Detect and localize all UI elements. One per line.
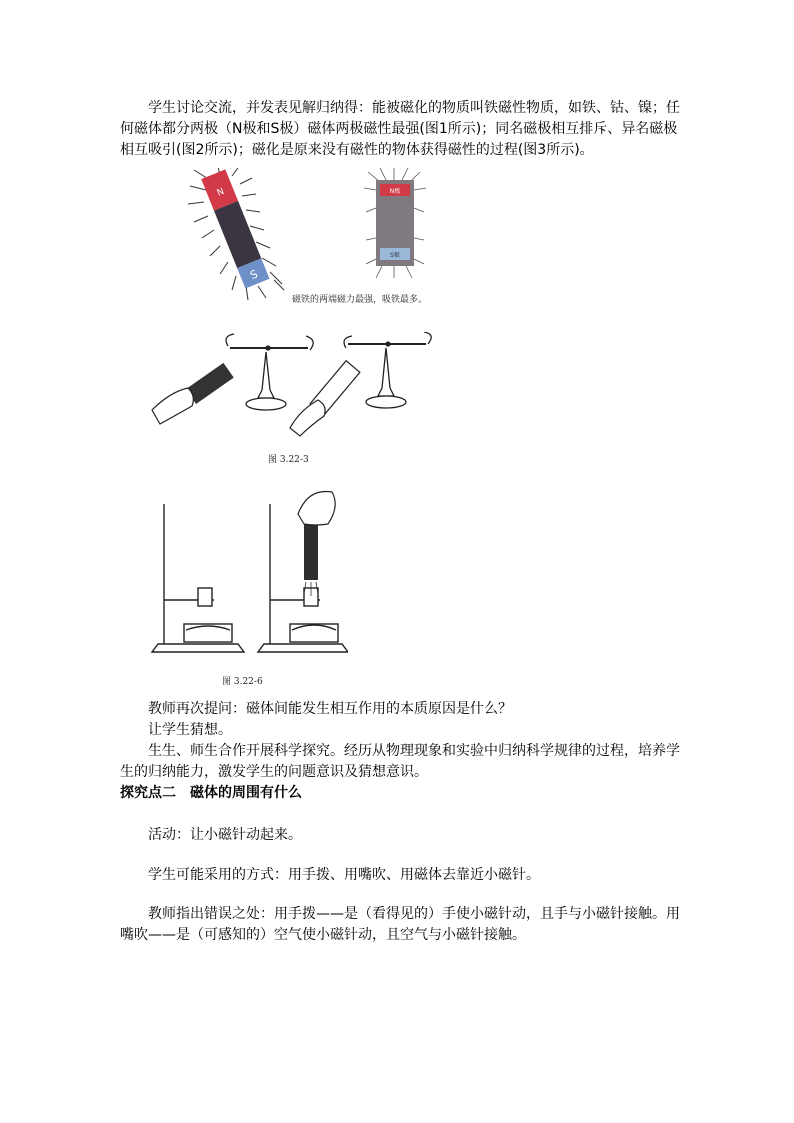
teacher-correction: 教师指出错误之处：用手拨——是（看得见的）手使小磁针动，且手与小磁针接触。用嘴吹——是（可感知的）空气使小磁针动，且空气与小磁针接触。 (120, 906, 680, 943)
stand-2-base (366, 396, 406, 408)
hand-magnet-2 (290, 361, 360, 436)
hand-holding-rod (298, 491, 335, 525)
bar-magnet-s-label: S (248, 267, 260, 283)
figure1-caption: 磁铁的两端磁力最强，吸铁最多。 (292, 295, 428, 305)
methods-line: 学生可能采用的方式：用手拨、用嘴吹、用磁体去靠近小磁针。 (148, 867, 540, 883)
clamp-left (198, 588, 212, 606)
needle-stand-figure (150, 332, 440, 442)
rotation-arrow-left (226, 334, 234, 346)
rotation-arrow-right-2 (424, 332, 431, 344)
hand-magnet-1 (152, 363, 234, 424)
rotation-arrow-left-2 (344, 336, 352, 348)
beaker-right (290, 624, 338, 642)
magnetization-figure (148, 484, 348, 660)
inquiry-paragraph: 生生、师生合作开展科学探究。经历从物理现象和实验中归纳科学规律的过程，培养学生的归纳能力，激发学生的问题意识及猜想意识。 (120, 743, 680, 780)
rect-bottom-label: S极 (390, 252, 400, 259)
magnet-poles-figure (180, 168, 480, 308)
students-guess: 让学生猜想。 (148, 722, 232, 738)
stand-base-left (152, 644, 244, 652)
stand-1-base (246, 398, 286, 410)
bar-magnet-n-label: N (215, 186, 226, 199)
rect-top-label: N极 (389, 188, 401, 195)
teacher-question: 教师再次提问：磁体间能发生相互作用的本质原因是什么？ (148, 701, 512, 717)
intro-paragraph: 学生讨论交流，并发表见解归纳得：能被磁化的物质叫铁磁性物质，如铁、钴、镍；任何磁体都分两极（N极和S极）磁体两极磁性最强(图1所示)；同名磁极相互排斥、异名磁极相互吸引(图2所示)；磁化是原来没有磁性的物体获得磁性的过程(图3所示)。 (120, 100, 680, 158)
stand-base-right (258, 644, 348, 652)
activity-line: 活动：让小磁针动起来。 (148, 827, 302, 843)
stand-2-post (378, 348, 394, 396)
figure3-caption: 图 3.22-6 (222, 677, 263, 687)
figure2-caption: 图 3.22-3 (268, 455, 309, 465)
stand-1-post (258, 352, 274, 398)
magnetized-rod (304, 524, 318, 580)
section-heading: 探究点二 磁体的周围有什么 (120, 785, 302, 801)
